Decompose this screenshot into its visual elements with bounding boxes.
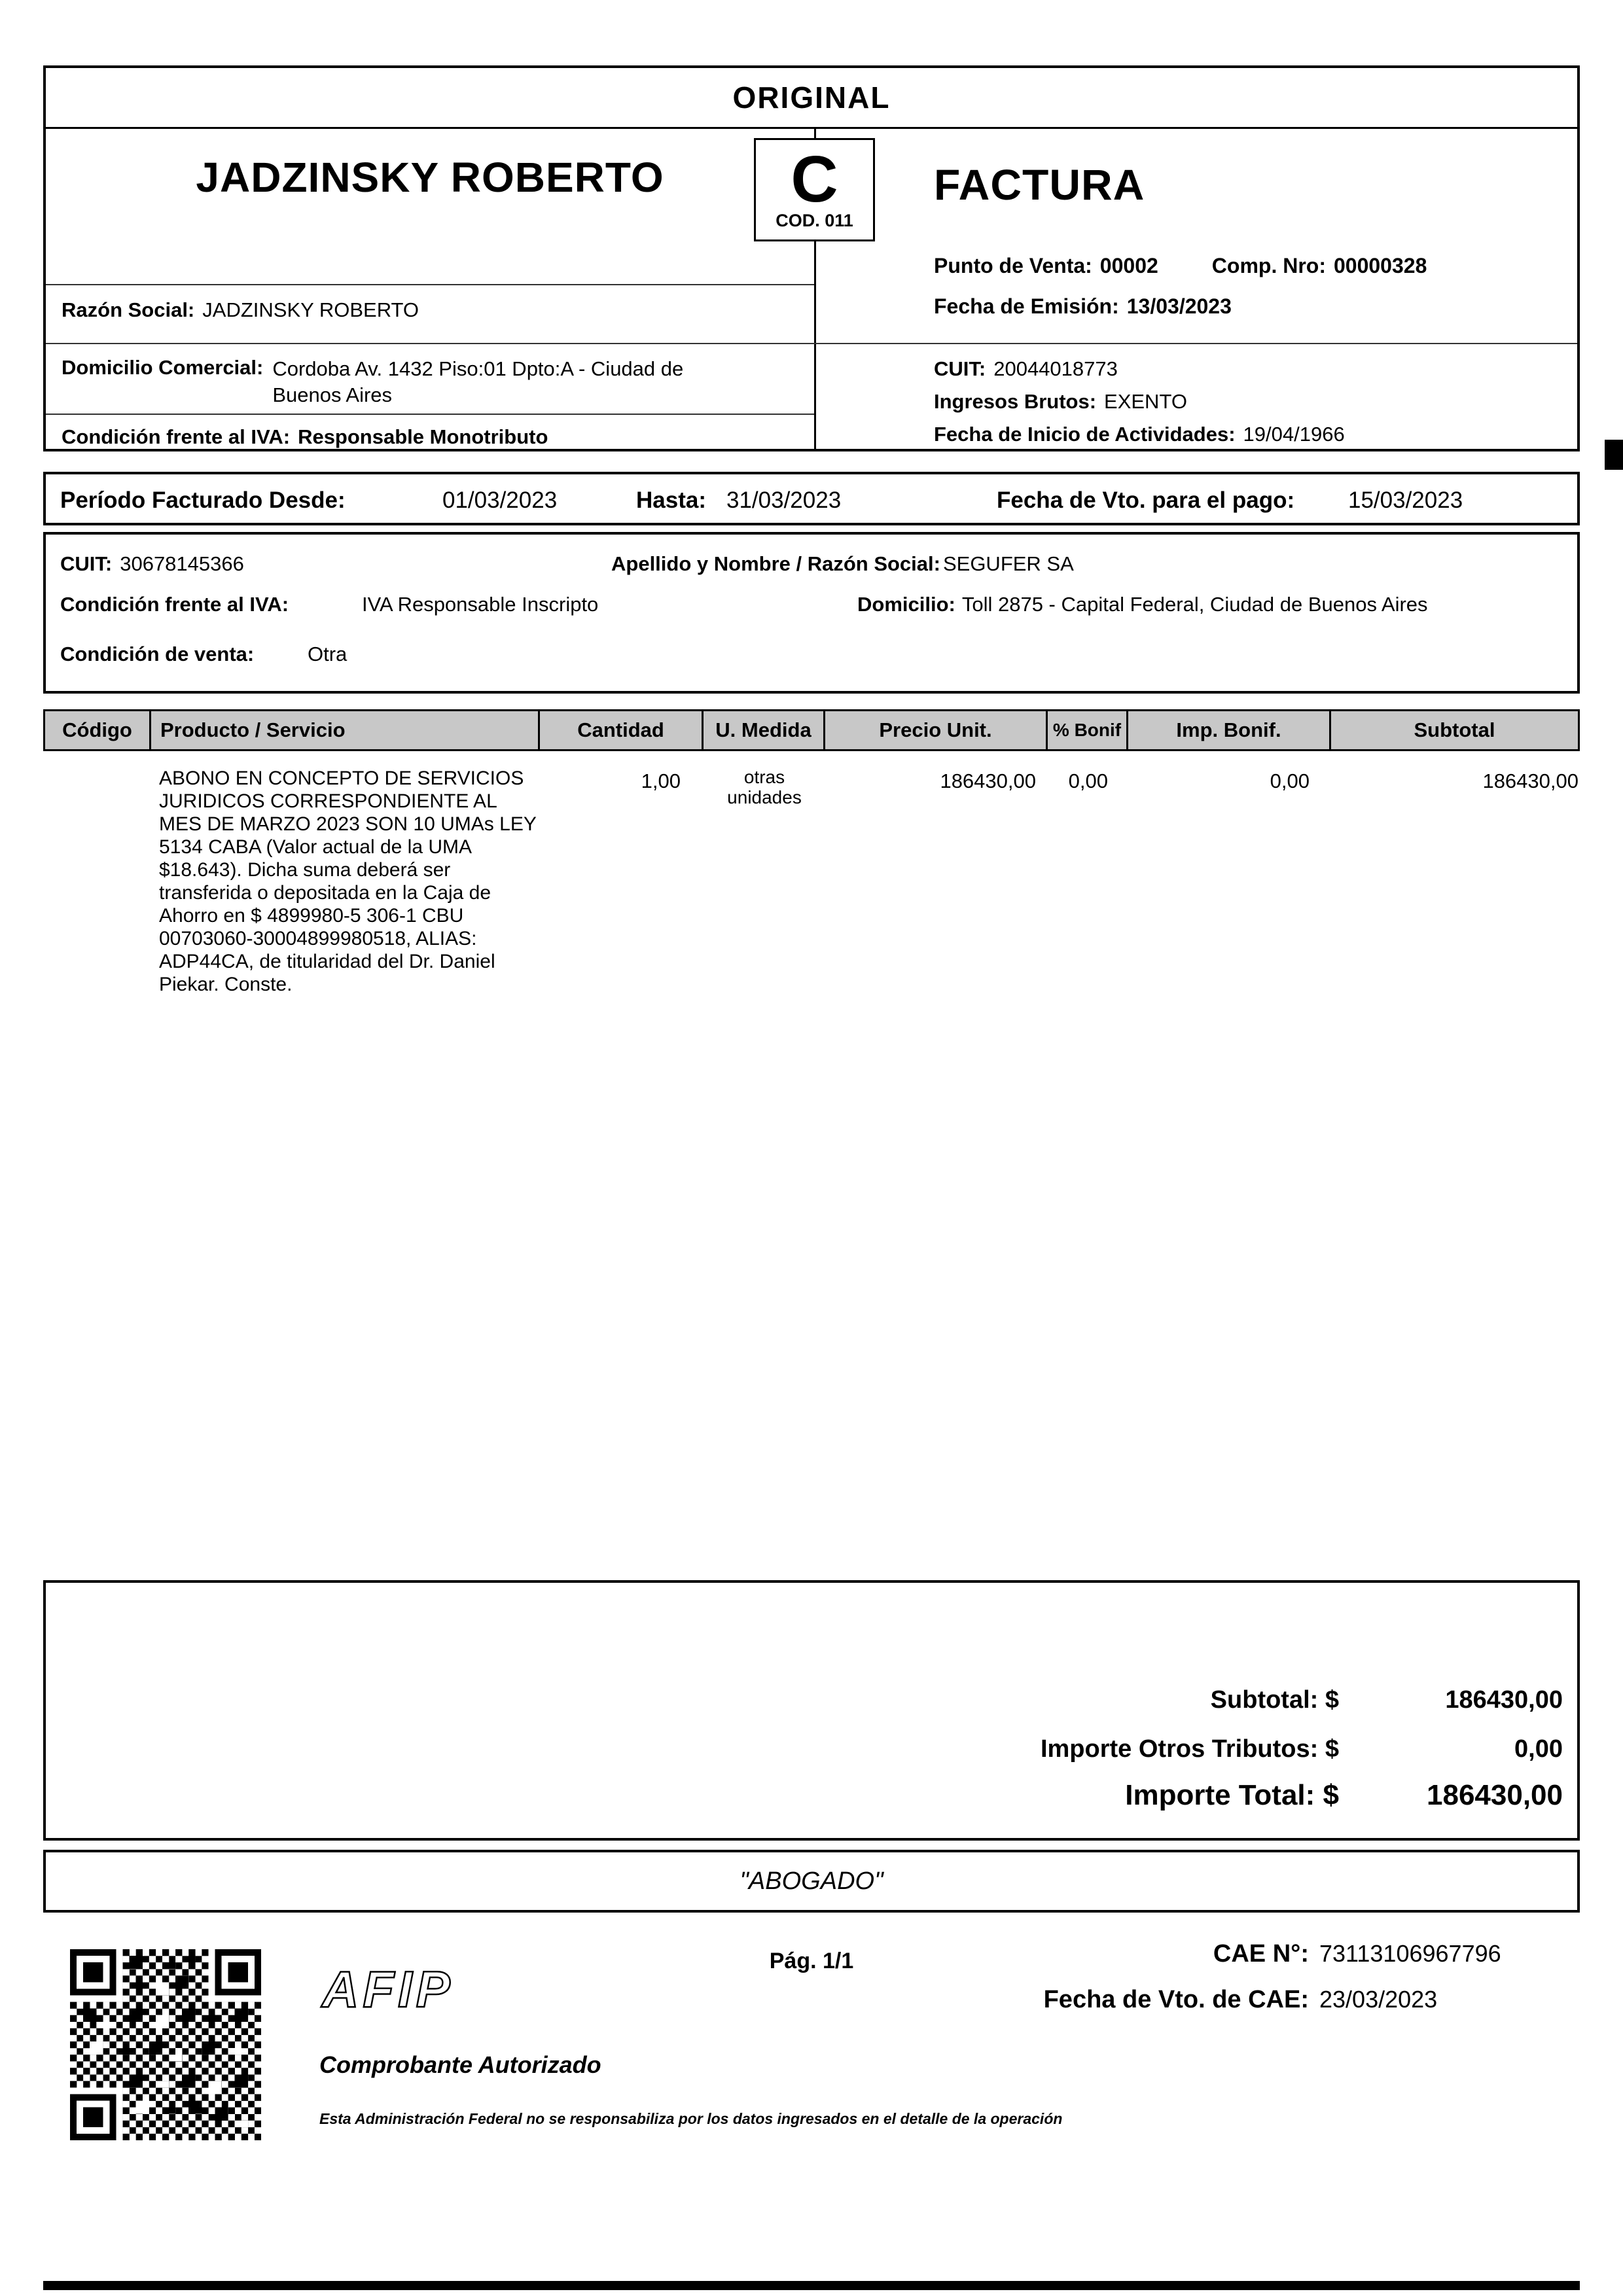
cae-value: 73113106967796 [1319, 1940, 1501, 1967]
observations-text: "ABOGADO" [740, 1867, 883, 1895]
header-separator-left-1 [46, 284, 814, 285]
copy-type-label: ORIGINAL [46, 68, 1577, 129]
importe-total-value: 186430,00 [1427, 1779, 1563, 1811]
header-separator-full [46, 343, 1577, 344]
cae-vto-label: Fecha de Vto. de CAE: [1043, 1986, 1309, 2013]
punto-venta-label: Punto de Venta: [934, 254, 1092, 277]
subtotal-row [1211, 1686, 1563, 1714]
afip-disclaimer: Esta Administración Federal no se responsabiliza por los datos ingresados en el detalle de la operación [319, 2110, 1063, 2127]
condicion-venta-label: Condición de venta: [60, 643, 255, 665]
issuer-domicilio-row [62, 356, 730, 408]
customer-name-label: Apellido y Nombre / Razón Social: [611, 552, 940, 575]
fecha-emision-row [934, 294, 1232, 319]
header-box [43, 65, 1580, 451]
cae-label: CAE N°: [1213, 1940, 1309, 1968]
cae-vto-value: 23/03/2023 [1319, 1986, 1438, 2013]
afip-logo-text: AFIP [322, 1960, 454, 2018]
cae-row [812, 1940, 1501, 1968]
issuer-domicilio-label: Domicilio Comercial: [62, 356, 264, 379]
issuer-cuit-label: CUIT: [934, 357, 986, 380]
punto-venta-value: 00002 [1099, 254, 1158, 277]
cae-vto-row [812, 1986, 1437, 2014]
customer-iva-value: IVA Responsable Inscripto [362, 593, 599, 616]
item-subtotal: 186430,00 [1482, 769, 1578, 792]
subtotal-value: 186430,00 [1445, 1686, 1563, 1714]
inicio-actividades-value: 19/04/1966 [1243, 423, 1345, 446]
issuer-domicilio-value: Cordoba Av. 1432 Piso:01 Dpto:A - Ciudad de Buenos Aires [272, 357, 684, 406]
issuer-name: JADZINSKY ROBERTO [196, 154, 664, 201]
issuer-cuit-row [934, 357, 1118, 381]
customer-domicilio-label: Domicilio: [857, 593, 955, 616]
col-header-bonif: % Bonif [1048, 711, 1128, 749]
col-header-producto: Producto / Servicio [151, 711, 540, 749]
item-cantidad: 1,00 [641, 769, 681, 792]
item-descripcion: ABONO EN CONCEPTO DE SERVICIOS JURIDICOS CORRESPONDIENTE AL MES DE MARZO 2023 SON 10 UMAs LEY 5134 CABA (Valor actual de la UMA $18.643). Dicha suma deberá ser transferida o depositada en la Caja de Ahorro en $ 4899980-5 306-1 CBU 00703060-30004899980518, ALIAS: ADP44CA, de titularidad del Dr. Daniel Piekar. Conste. [159, 768, 537, 995]
item-unidad: otras unidades [727, 767, 802, 807]
inicio-actividades-label: Fecha de Inicio de Actividades: [934, 423, 1236, 446]
customer-cuit-row [60, 552, 244, 576]
condicion-venta-value: Otra [308, 643, 348, 665]
fecha-emision-value: 13/03/2023 [1126, 294, 1232, 318]
otros-tributos-value: 0,00 [1514, 1735, 1563, 1763]
vto-pago-value: 15/03/2023 [1348, 487, 1463, 513]
doc-type-title: FACTURA [934, 160, 1145, 209]
periodo-desde-label: Período Facturado Desde: [60, 487, 346, 513]
issuer-razon-social-value: JADZINSKY ROBERTO [202, 298, 419, 321]
item-bonif: 0,00 [1068, 769, 1108, 792]
customer-cuit-value: 30678145366 [120, 552, 244, 575]
page-edge-mark [1605, 440, 1623, 470]
customer-name-row [611, 552, 1074, 576]
ingresos-brutos-label: Ingresos Brutos: [934, 390, 1097, 413]
comp-nro-value: 00000328 [1333, 254, 1427, 277]
col-header-precio-unit: Precio Unit. [825, 711, 1048, 749]
issuer-iva-label: Condición frente al IVA: [62, 425, 291, 448]
punto-venta-row [934, 254, 1427, 278]
page-bottom-bar [43, 2281, 1580, 2290]
qr-finder-bottom-left [70, 2087, 123, 2140]
periodo-hasta-value: 31/03/2023 [726, 487, 842, 513]
ingresos-brutos-value: EXENTO [1104, 390, 1187, 413]
item-precio-unit: 186430,00 [940, 769, 1036, 792]
col-header-imp-bonif: Imp. Bonif. [1128, 711, 1331, 749]
importe-total-row [1125, 1779, 1563, 1812]
customer-name-value: SEGUFER SA [942, 552, 1074, 575]
col-header-codigo: Código [45, 711, 151, 749]
period-box [43, 472, 1580, 525]
col-header-cantidad: Cantidad [540, 711, 704, 749]
comp-nro-label: Comp. Nro: [1211, 254, 1326, 277]
customer-cuit-label: CUIT: [60, 552, 113, 575]
importe-total-label: Importe Total: $ [1125, 1779, 1339, 1811]
issuer-iva-row [62, 425, 548, 449]
fecha-emision-label: Fecha de Emisión: [934, 294, 1119, 318]
observations-box [43, 1850, 1580, 1913]
col-header-subtotal: Subtotal [1414, 718, 1495, 741]
items-table-header [43, 709, 1580, 751]
totals-box [43, 1580, 1580, 1841]
qr-code [70, 1949, 261, 2140]
periodo-hasta-label: Hasta: [636, 487, 706, 513]
otros-tributos-row [1041, 1735, 1563, 1763]
issuer-cuit-value: 20044018773 [993, 357, 1118, 380]
periodo-desde-value: 01/03/2023 [442, 487, 558, 513]
invoice-letter: C [791, 143, 838, 216]
col-header-umedida: U. Medida [704, 711, 825, 749]
customer-domicilio-row [857, 593, 1428, 616]
otros-tributos-label: Importe Otros Tributos: $ [1040, 1735, 1339, 1763]
ingresos-brutos-row [934, 390, 1187, 414]
invoice-letter-box [754, 138, 875, 241]
page-number: Pág. 1/1 [769, 1949, 854, 1973]
issuer-razon-social-label: Razón Social: [62, 298, 195, 321]
vto-pago-label: Fecha de Vto. para el pago: [997, 487, 1295, 513]
customer-domicilio-value: Toll 2875 - Capital Federal, Ciudad de Buenos Aires [961, 593, 1428, 616]
customer-box [43, 532, 1580, 694]
header-separator-left-2 [46, 414, 814, 415]
invoice-letter-code: COD. 011 [776, 211, 853, 230]
subtotal-label: Subtotal: $ [1210, 1686, 1339, 1714]
inicio-actividades-row [934, 423, 1345, 446]
customer-iva-label: Condición frente al IVA: [60, 593, 289, 616]
issuer-razon-social-row [62, 298, 419, 322]
issuer-iva-value: Responsable Monotributo [298, 425, 548, 448]
item-imp-bonif: 0,00 [1270, 769, 1310, 792]
comprobante-autorizado-label: Comprobante Autorizado [319, 2051, 601, 2078]
